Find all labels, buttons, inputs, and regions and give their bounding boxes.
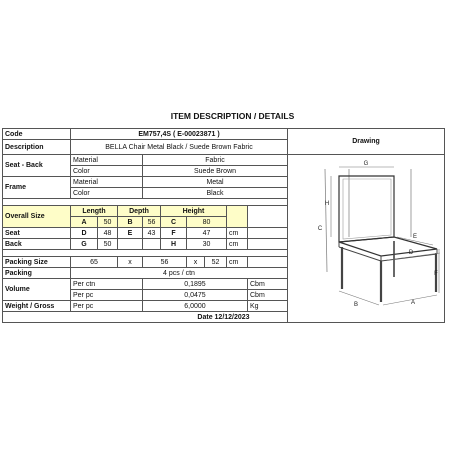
seat-back-material-label: Material — [71, 155, 143, 166]
dim-g-value: 50 — [98, 239, 118, 250]
dim-d-letter: D — [71, 228, 98, 239]
dim-letter-e: E — [412, 234, 418, 240]
back-unit: cm — [227, 239, 248, 250]
dim-letter-c: C — [317, 226, 323, 232]
packing-x1: x — [118, 257, 143, 268]
volume-per-pc-label: Per pc — [71, 290, 143, 301]
dim-c-letter: C — [161, 217, 187, 228]
dim-g-letter: G — [71, 239, 98, 250]
seat-unit: cm — [227, 228, 248, 239]
frame-material-value: Metal — [143, 177, 288, 188]
weight-per-pc-label: Per pc — [71, 301, 143, 312]
description-label: Description — [3, 140, 71, 155]
weight-value: 6,0000 — [143, 301, 248, 312]
drawing-header: Drawing — [288, 129, 445, 155]
volume-per-ctn-value: 0,1895 — [143, 279, 248, 290]
packing-height: 52 — [205, 257, 227, 268]
packing-size-label: Packing Size — [3, 257, 71, 268]
volume-per-ctn-unit: Cbm — [248, 279, 288, 290]
back-label: Back — [3, 239, 71, 250]
dim-h-letter: H — [161, 239, 187, 250]
seat-label: Seat — [3, 228, 71, 239]
dim-f-letter: F — [161, 228, 187, 239]
frame-color-label: Color — [71, 188, 143, 199]
dim-e-value: 43 — [143, 228, 161, 239]
packing-x2: x — [187, 257, 205, 268]
dim-letter-f: F — [434, 271, 438, 277]
chair-drawing-cell — [288, 155, 445, 323]
description-value: BELLA Chair Metal Black / Suede Brown Fabric — [71, 140, 288, 155]
dim-letter-d: D — [408, 250, 414, 256]
volume-per-pc-value: 0,0475 — [143, 290, 248, 301]
seat-back-color-value: Suede Brown — [143, 166, 288, 177]
packing-size-unit: cm — [227, 257, 248, 268]
dim-c-value: 80 — [187, 217, 227, 228]
dim-b-value: 56 — [143, 217, 161, 228]
dim-letter-a: A — [410, 300, 416, 306]
frame-label: Frame — [3, 177, 71, 199]
dim-letter-g: G — [363, 161, 369, 167]
dim-letter-h: H — [324, 201, 330, 207]
page-title: ITEM DESCRIPTION / DETAILS — [170, 111, 295, 121]
depth-header: Depth — [118, 206, 161, 217]
frame-color-value: Black — [143, 188, 288, 199]
overall-size-label: Overall Size — [3, 206, 71, 228]
packing-width: 56 — [143, 257, 187, 268]
dim-letter-b: B — [353, 302, 359, 308]
packing-label: Packing — [3, 268, 71, 279]
seat-back-color-label: Color — [71, 166, 143, 177]
weight-unit: Kg — [248, 301, 288, 312]
height-header: Height — [161, 206, 227, 217]
dim-a-letter: A — [71, 217, 98, 228]
weight-label: Weight / Gross — [3, 301, 71, 312]
length-header: Length — [71, 206, 118, 217]
dim-f-value: 47 — [187, 228, 227, 239]
dim-h-value: 30 — [187, 239, 227, 250]
spec-table — [2, 128, 445, 323]
seat-back-label: Seat - Back — [3, 155, 71, 177]
dim-e-letter: E — [118, 228, 143, 239]
code-label: Code — [3, 129, 71, 140]
dim-d-value: 48 — [98, 228, 118, 239]
volume-per-ctn-label: Per ctn — [71, 279, 143, 290]
code-value: EM757,4S ( E-00023871 ) — [71, 129, 288, 140]
dim-a-value: 50 — [98, 217, 118, 228]
dim-b-letter: B — [118, 217, 143, 228]
frame-material-label: Material — [71, 177, 143, 188]
seat-back-material-row — [3, 155, 445, 166]
chair-drawing — [291, 157, 441, 317]
packing-value: 4 pcs / ctn — [71, 268, 288, 279]
code-row — [3, 129, 445, 140]
seat-back-material-value: Fabric — [143, 155, 288, 166]
packing-length: 65 — [71, 257, 118, 268]
volume-per-pc-unit: Cbm — [248, 290, 288, 301]
date-value: Date 12/12/2023 — [3, 312, 445, 323]
volume-label: Volume — [3, 279, 71, 301]
